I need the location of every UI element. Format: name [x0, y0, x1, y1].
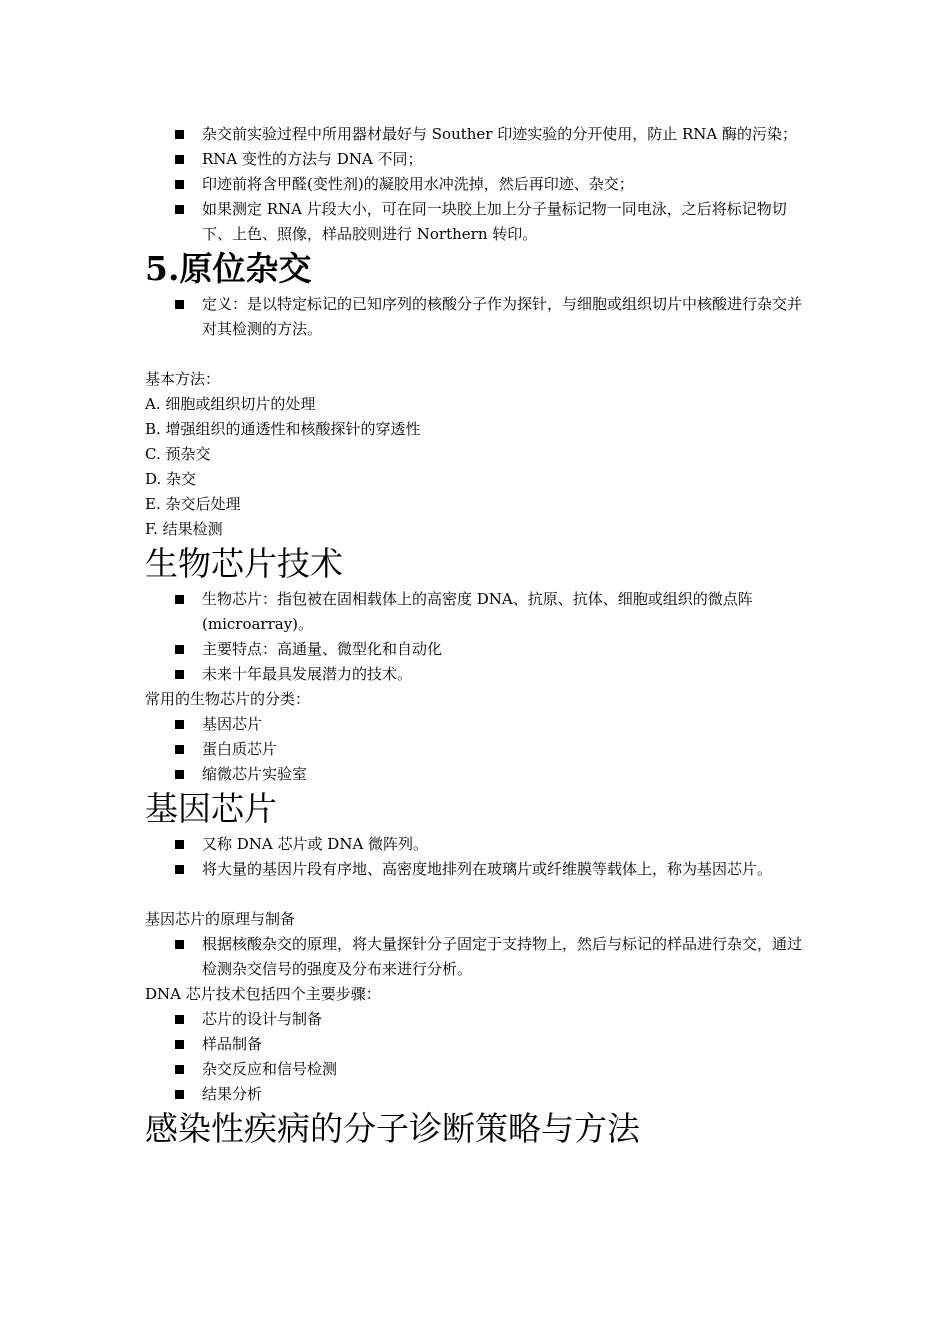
- genechip-principle-list: [145, 932, 810, 982]
- list-item: 根据核酸杂交的原理，将大量探针分子固定于支持物上，然后与标记的样品进行杂交，通过检测杂交信号的强度及分布来进行分析。: [145, 932, 810, 982]
- list-item: 结果分析: [145, 1082, 810, 1107]
- list-item: 基因芯片: [145, 712, 810, 737]
- list-item: 印迹前将含甲醛(变性剂)的凝胶用水冲洗掉，然后再印迹、杂交；: [145, 172, 810, 197]
- method-item: F. 结果检测: [145, 520, 223, 538]
- list-item: 定义：是以特定标记的已知序列的核酸分子作为探针，与细胞或组织切片中核酸进行杂交并对其检测的方法。: [145, 292, 810, 342]
- list-item: RNA 变性的方法与 DNA 不同；: [145, 147, 810, 172]
- genechip-principle-label: 基因芯片的原理与制备: [145, 910, 296, 928]
- list-item: 生物芯片：指包被在固相载体上的高密度 DNA、抗原、抗体、细胞或组织的微点阵(microarray)。: [145, 587, 810, 637]
- heading-biochip: 生物芯片技术: [145, 544, 343, 583]
- dna-chip-steps-list: [145, 1007, 810, 1107]
- list-item: 如果测定 RNA 片段大小，可在同一块胶上加上分子量标记物一同电泳，之后将标记物切下、上色、照像，样品胶则进行 Northern 转印。: [145, 197, 810, 247]
- list-item: 主要特点：高通量、微型化和自动化: [145, 637, 810, 662]
- biochip-list: [145, 587, 810, 687]
- method-item: B. 增强组织的通透性和核酸探针的穿透性: [145, 420, 421, 438]
- list-item: 样品制备: [145, 1032, 810, 1057]
- list-item: 又称 DNA 芯片或 DNA 微阵列。: [145, 832, 810, 857]
- spacer: [145, 342, 810, 367]
- biochip-types-label: 常用的生物芯片的分类：: [145, 690, 311, 708]
- biochip-types-list: [145, 712, 810, 787]
- dna-chip-steps-label: DNA 芯片技术包括四个主要步骤：: [145, 985, 381, 1003]
- heading-in-situ: 5.原位杂交: [145, 249, 312, 288]
- list-item: 未来十年最具发展潜力的技术。: [145, 662, 810, 687]
- list-item: 蛋白质芯片: [145, 737, 810, 762]
- in-situ-definition-list: [145, 292, 810, 342]
- methods-label: 基本方法：: [145, 370, 221, 388]
- heading-infectious-disease: 感染性疾病的分子诊断策略与方法: [145, 1109, 640, 1148]
- list-item: 杂交反应和信号检测: [145, 1057, 810, 1082]
- spacer: [145, 882, 810, 907]
- list-item: 将大量的基因片段有序地、高密度地排列在玻璃片或纤维膜等载体上，称为基因芯片。: [145, 857, 810, 882]
- northern-notes-list: [145, 122, 810, 247]
- genechip-list: [145, 832, 810, 882]
- method-item: D. 杂交: [145, 470, 197, 488]
- heading-genechip: 基因芯片: [145, 789, 277, 828]
- list-item: 缩微芯片实验室: [145, 762, 810, 787]
- method-item: A. 细胞或组织切片的处理: [145, 395, 316, 413]
- method-item: E. 杂交后处理: [145, 495, 241, 513]
- method-item: C. 预杂交: [145, 445, 211, 463]
- list-item: 杂交前实验过程中所用器材最好与 Souther 印迹实验的分开使用，防止 RNA 酶的污染；: [145, 122, 810, 147]
- list-item: 芯片的设计与制备: [145, 1007, 810, 1032]
- document-content: [145, 122, 810, 1152]
